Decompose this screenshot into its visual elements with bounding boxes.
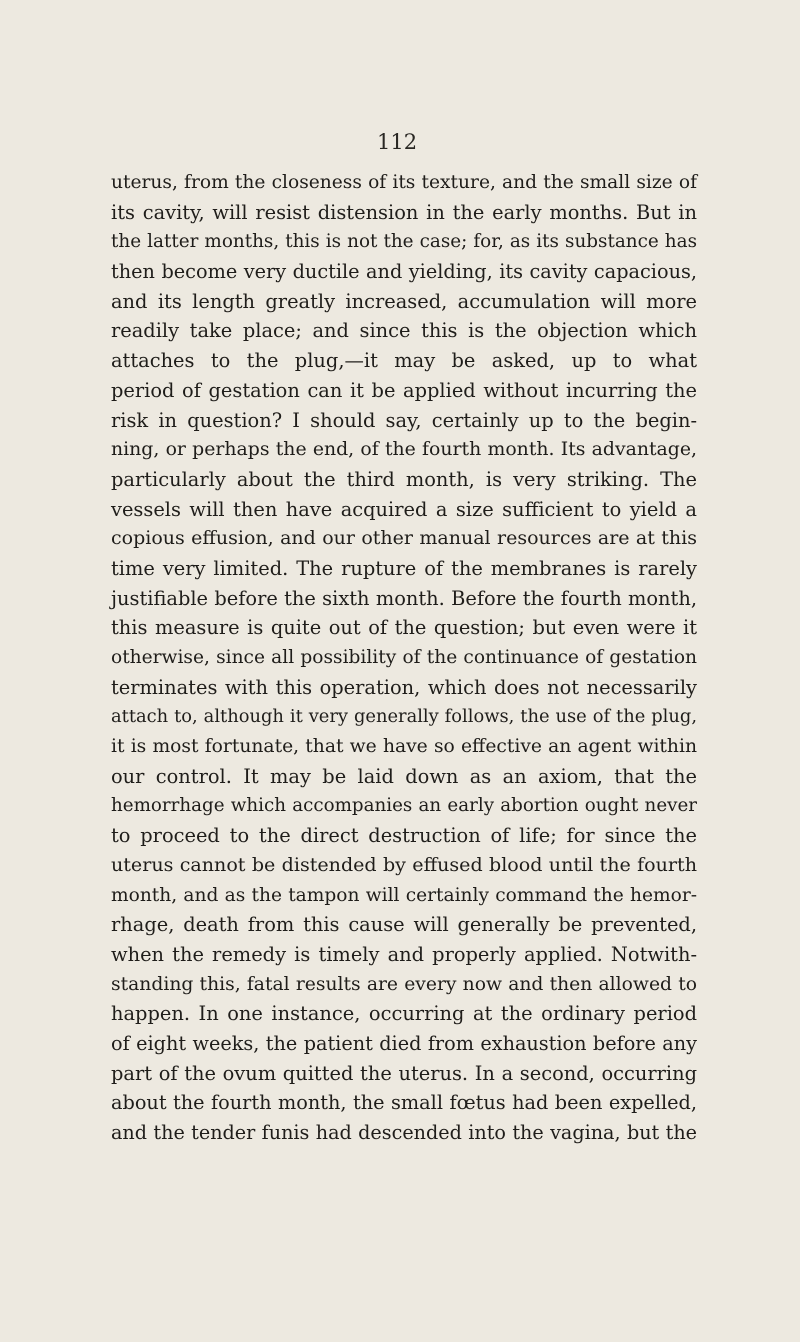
text-line: justifiable before the sixth month. Before the fourth month,	[111, 586, 697, 610]
text-line: happen. In one instance, occurring at the ordinary period	[111, 1002, 697, 1026]
text-line: about the fourth month, the small fœtus had been expelled,	[111, 1091, 697, 1115]
text-line: part of the ovum quitted the uterus. In a second, occurring	[111, 1061, 697, 1085]
text-line: then become very ductile and yielding, its cavity capacious,	[111, 260, 697, 284]
text-line: ning, or perhaps the end, of the fourth month. Its advantage,	[111, 439, 697, 461]
text-line: rhage, death from this cause will generally be prevented,	[111, 913, 697, 937]
text-line: vessels will then have acquired a size sufficient to yield a	[111, 497, 697, 521]
text-line: to proceed to the direct destruction of life; for since the	[111, 824, 697, 848]
text-line: copious effusion, and our other manual resources are at this	[111, 527, 697, 550]
text-line: hemorrhage which accompanies an early abortion ought never	[111, 795, 697, 817]
text-line: of eight weeks, the patient died from exhaustion before any	[111, 1031, 697, 1055]
text-line: readily take place; and since this is the objection which	[111, 319, 697, 343]
text-line: risk in question? I should say, certainly up to the begin-	[111, 408, 697, 432]
text-line: standing this, fatal results are every now and then allowed to	[111, 973, 697, 995]
text-line: our control. It may be laid down as an axiom, that the	[111, 764, 697, 788]
text-line: its cavity, will resist distension in the early months. But in	[111, 200, 697, 224]
text-line: particularly about the third month, is very striking. The	[111, 467, 697, 491]
text-line: and the tender funis had descended into the vagina, but the	[111, 1121, 697, 1144]
text-line: uterus, from the closeness of its texture, and the small size of	[111, 172, 697, 193]
text-line: and its length greatly increased, accumulation will more	[111, 289, 697, 313]
text-line: terminates with this operation, which does not necessarily	[111, 675, 697, 699]
text-line: it is most fortunate, that we have so effective an agent within	[111, 736, 697, 758]
text-line: this measure is quite out of the question; but even were it	[111, 616, 697, 640]
text-line: the latter months, this is not the case; for, as its substance has	[111, 231, 697, 253]
text-line: attaches to the plug,—it may be asked, up to what	[111, 349, 697, 373]
text-line: time very limited. The rupture of the membranes is rarely	[111, 556, 697, 580]
page-number: 112	[377, 130, 418, 154]
text-line: attach to, although it very generally follows, the use of the plug,	[111, 706, 697, 728]
text-line: period of gestation can it be applied without incurring the	[111, 378, 697, 402]
body-text	[111, 168, 697, 1148]
text-line: when the remedy is timely and properly applied. Notwith-	[111, 942, 697, 966]
text-line: month, and as the tampon will certainly command the hemor-	[111, 884, 697, 906]
text-line: otherwise, since all possibility of the continuance of gestation	[111, 647, 697, 668]
text-line: uterus cannot be distended by effused blood until the fourth	[111, 853, 697, 876]
